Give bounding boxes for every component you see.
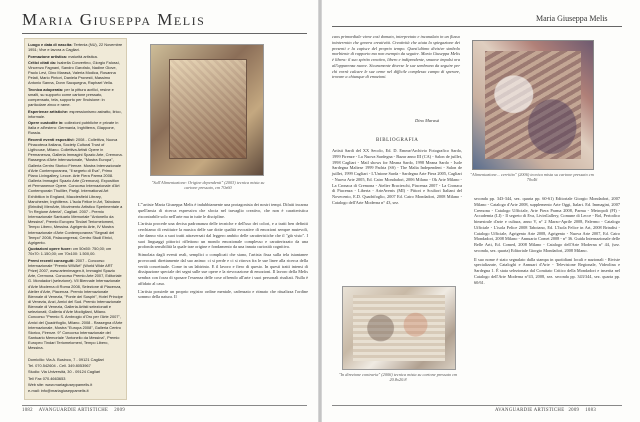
critique-text xyxy=(138,202,308,302)
label: Premi recenti conseguiti: xyxy=(28,257,75,263)
info-experience xyxy=(28,109,123,119)
contact-tel: Tel. 070.542604 - Cell. 349.8053967 xyxy=(28,362,91,368)
paragraph: L'"artiste Maria Giuseppa Melis è indubbiamente una protagonista dei nostri tempi. Difatti incarna quell'ansia di ricerca espressiva che sfocia nel travaglio creativo, che non è caratteristica riscontrabile solo nell'arte ma in tutte le discipline. xyxy=(138,202,308,219)
divider-bottom-left xyxy=(22,405,307,406)
value: 2008 - Collettiva, Nuova Pinacoteca Italiana, Society Cultural Trust of Ligthouse, Milano. Collettiva Artisti Opere in Permanenza, Galleria Immagini Spazio Arte, Cremona. Rassegna d'Arte Internazionale, "Mostra Europa", Galleria Centro Storico Firenze. Mostra Internazionale d'Arte Contemporanea, "Il segreto di Eva", Primo Piano Livingallery, Lecce. Arte Fiera Parma 2008. Galleria Immagini Spazio Arte (Cremona). Exposition et Permanence Opere. Concorso Internazionale d'Art Contemporain Thuillier, Parigi. International Art Exhibition in England, Macclesfield Library, Manchester, Inghilterra. L'Isola Felice in Art, Taboiano (Brindisi) MenArte, Movimento Artistico Sperimentale a "In Regione Arteria", Cagliari. 2007 - Premio Internazionale Santuario Memoriale "Antonello da Messina", Premio Europeo Tindari Teriomelomeni, Tempo Libero, Messina. Agrigento Arte, IV Mostra Internazionale d'Arte Contemporanea "Segnali del Tempo" 2008, Palacongressi, Centro Studi Etnici, Agrigento. xyxy=(28,136,123,245)
value: 2007 - Concorso Internazionale "Premio WWArt" (World Wide ART Prize) 2007, www.artenimagen.it, Immagini Spazio Arte, Cremona. Concorso Premio Arte 2007, Editoriale G. Mondadori (selezione). VII Biennale Internazionale d'Arte Moderna di Roma 2008, Selezione di Piacenza, Atelier d'Arte, Piacenza. Premio Internazionale Biennale di Venezia, "Ponte dei Sospiri", Hotel Principe di Venezia, Anzi, Amici del Sud. Premio Internazionale Biennale di Venezia, Galleria Artisti selezionati e selezionati, Galleria d'Arte Modigliani, Milano. Concorso "Premio S. Ambrogio d'Oro per l'Arte 2007", Amici del Quadrifoglio, Milano. 2008 - Rassegna d'Arte Internazionale, Mostra "Europa 2008", Galleria Centro Storico, Firenze. 9° Concorso Internazionale del Santuario Memoriale "Antonello da Messina", Premio Europeo Tindari Teriomelomeni, Tempo Libero, Messina. xyxy=(28,257,123,351)
page-number-left: 1082 xyxy=(22,408,33,413)
label: Quotazioni opere fuore: xyxy=(28,246,72,252)
info-critics xyxy=(28,60,123,86)
artwork-image-3 xyxy=(342,286,456,370)
running-header: Maria Giuseppa Melis xyxy=(536,14,608,23)
paragraph: Il suo nome è stato segnalato dalla stampa in quotidiani locali e nazionali - Riviste specializzate, Cataloghi e Annuari d'Arte - Televisione Regionale, Videolina e Sardegna 1. È stata selezionata dal Comitato Critico della Mondadori e inserita nel Catalogo dell'Arte Moderna n°43, 2008, sez. seconda pp. 343/344, sez. quarta pp. 60/61. xyxy=(474,256,620,285)
value: espressionismo astratto, lirico, informale. xyxy=(28,108,122,119)
label: Esperienze artistiche: xyxy=(28,108,69,114)
divider-top-right xyxy=(332,26,622,27)
value: collezioni pubbliche e private in Italia e all'estero: Germania, Inghilterra, Giappone, Russia. xyxy=(28,120,119,136)
info-technique xyxy=(28,87,123,108)
label: Opere custodite in: xyxy=(28,120,64,126)
divider-bottom-right xyxy=(332,405,622,406)
critic-signature: Dino Marasà xyxy=(415,118,440,123)
artwork-caption-2: "Alimentazione... cerritito" (2006) tecnica mista su cartone pressato cm 70x46 xyxy=(470,172,594,183)
artwork-caption-1: "Sull'Alimentazione: Origine dependenti" (2003) tecnica mista su cartone pressato, cm 70x60 xyxy=(151,180,265,191)
book-spine xyxy=(318,0,322,422)
label: Formazione artistica: xyxy=(28,53,68,59)
contact-website[interactable]: Web site: www.mariagiuseppamelis.it xyxy=(28,381,93,387)
journal-year: 2009 xyxy=(568,408,580,413)
value: Isabella Convertino, Giorgio Falossi, Vincenzo Fagnani, Sandro Garofalo, Nadine Giove, Paolo Levi, Dino Marasà, Valeria Modica, Rosanna Pelati, Mario Pintori, Daniela Pronesti, Massimo Antonio Sanna, Donn Sacquegna, Raphael Vella. xyxy=(28,59,120,86)
page-number-right: 1083 xyxy=(585,408,597,413)
value: per la pittura acrilici, resine e smalti, su supporto come cartone pressato, compensato, tela, supporto per l'incisione: in particolare zinco e rame. xyxy=(28,86,114,108)
bibliography-heading: BIBLIOGRAFIA xyxy=(376,138,419,143)
info-exhibitions xyxy=(28,137,123,245)
footer-left xyxy=(22,408,125,413)
info-awards xyxy=(28,258,123,351)
journal-year: 2009 xyxy=(114,408,126,413)
bibliography-continuation xyxy=(474,196,620,288)
info-training xyxy=(28,54,123,59)
value: Tertenia (NU), 22 Novembre 1951; Vive e lavora a Cagliari. xyxy=(28,42,123,53)
contact-studio: Studio: Via Università, 30 - 09124 Cagliari xyxy=(28,369,101,375)
value: cm 50x50: 750,00; cm 70x70: 1.150,00; cm 70x100: 1.500,00. xyxy=(28,246,112,257)
paragraph: L'artista procede una decisa padronanza delle tecniche e dell'uso dei colori, e a tratti ben definiti cerchiamo di restituire la musica delle sue dotte qualità evocative di emozioni sempre mutevoli, che danno vita a suoi tratti attraversati dal leggero ambito delle caratteristiche che il "già visto". I suoi linguaggi pittorici riflettono un mondo emozionale complesso e caratterizzato da una profonda sensibilità la quale trae origine e fondamento da una innata curiosità cognitiva. xyxy=(138,221,308,250)
journal-name: AVANGUARDIE ARTISTICHE xyxy=(495,408,565,413)
paragraph: seconda pp. 343-344, sez. quarta pp. 60-61) Editoriale Giorgio Mondadori, 2007 Milano - Catalogo d'Arte 2008, supplemento Arte Oggi, Italart. Ed. Immagini, 2007 Cremona - Catalogo Ufficiale, Arte Fiera Parma 2008, Parma - Metropoli (FI) - Accademia (LI) - Il segreto di Eva, LivinGallery, Comune di Lecce - Bol, Periodico bimestrale d'arte e cultura, anno V, n° 2 Marzo-Aprile 2008, Palermo - Catalogo Ufficiale - L'isola Felice 2008 Taboiano, Ed. L'Isola Felice in Art, 2008 Brindisi - Catalogo Ufficiale, Agrigento Arte 2008, Agrigento - Nuova Arte 2007, Ed. Cairo Mondadori, 2008 Milano - Annuario Comet 2008 - n° 36. Guida Internazionale delle Belle Arti, Ed. Comed, 2008 Milano - Catalogo dell'Arte Moderna n° 44, (sez. seconda, sez. quarta) Editoriale Giorgio Mondadori, 2008 Milano. xyxy=(474,196,620,253)
artist-info-box xyxy=(24,38,127,400)
artwork-image-1 xyxy=(150,44,264,176)
contact-email[interactable]: e-mail: info@mariagiuseppamelis.it xyxy=(28,388,89,394)
label: Luogo e data di nascita: xyxy=(28,42,73,47)
label: Tecnica adoperata: xyxy=(28,86,64,92)
artwork-detail xyxy=(485,51,581,159)
artwork-detail xyxy=(169,59,247,159)
label: Recenti eventi espositivi: xyxy=(28,136,75,142)
artwork-detail xyxy=(353,295,445,361)
artwork-image-2 xyxy=(472,40,594,170)
label: Critici citati da: xyxy=(28,59,57,65)
journal-name: AVANGUARDIE ARTISTICHE xyxy=(38,408,109,413)
contact-block xyxy=(28,357,123,394)
paragraph: L'artista possiede un proprio registro ordine mentale, cadenzato e ritmato che ritualizza l'ordine sommo della natura. Il xyxy=(138,288,308,300)
divider-top-left xyxy=(22,33,307,34)
contact-address: Domicilio: Via A. Businco, 7 - 09121 Cagliari xyxy=(28,356,104,362)
artwork-caption-3: "In direzione contraria" (2006) tecnica mista su cartone pressato cm 20.8x20.8 xyxy=(338,372,458,383)
value: maturità artistica. xyxy=(68,53,98,59)
contact-fax: Tel/ Fax 070.4663653 xyxy=(28,375,66,381)
paragraph: Stimolata dagli eventi reali, semplici o complicati che siano, l'artista fissa sulla tela istantanee provocanti direttamente dal suo animo: ci si perde e ci si ritrova fra le sue linee alla ricerca della verità concettuale. Come in un labirinto. E il lavoro e fiero di questo. In questi tratti intensi di dissipazione speciale dei segni sulle sue opere e la rievocazione di emozioni. Il lavoro della Melis sembra con forza di sposare l'essenza delle cose offrendo all'arte i suoi personali risultati. Nulla è affidato al caso. xyxy=(138,252,308,286)
footer-right xyxy=(495,408,596,413)
bibliography-text: Artisti Sardi del XX Secolo, Ed. D. Emme/Archivio Fotografico Sardo, 1999 Firenze - La Nuova Sardegna - Bazar anno III (CA) - Salon de juillet, 1998 Cagliari - Mail shows for Meana Sardo, 1998 Meana Sardo - Isole Sardegna Maltese 1999 Padria (SS) - The Malta Independent - Salon de juillet, 1999 Cagliari - L'Unione Sarda - Sardegna Arte Fiera 2005, Cagliari - Nuova Arte 2005, Ed. Cairo Mondadori, 2006 Milano - Ok Arte Milano - La Cronaca di Cremona - Atelier Bracieschi, Piacenza 2007 - La Cronaca di Piacenza - Liberta - ArteAvenis (MI) - Pittori e Scultori Italiani del Novecento, E.D. Quadrifoglio, 2007 Ed. Cairo Mondadori, 2008 Milano - Catalogo dell'Arte Moderna n° 43, sez. xyxy=(332,148,462,205)
page-title: Maria Giuseppa Melis xyxy=(22,10,206,29)
critique-continuation: caos primordiale viene così domato, interpretato e incanalato in un flusso ininterrotto che genera creatività. Creatività che aiuta la spiegazione dei presenti e la capisce del proprio tempo. Quest'ultimo divisive simbolo morbiente di rapporto ma non esempio da seguire. Maria Giuseppa Melis è libera: il suo spirito creativo, libero e indipendente, smuove impulsi ora all'apparenza nuove. Sicuramente diverse le sue sembrano da seguire per chi vorrà calcare le sue orme nel difficile complesso campo di sperare, trovare a chiunque di emozioni. xyxy=(332,34,460,80)
info-birth xyxy=(28,42,123,52)
info-quotes xyxy=(28,246,123,256)
info-collections xyxy=(28,120,123,135)
